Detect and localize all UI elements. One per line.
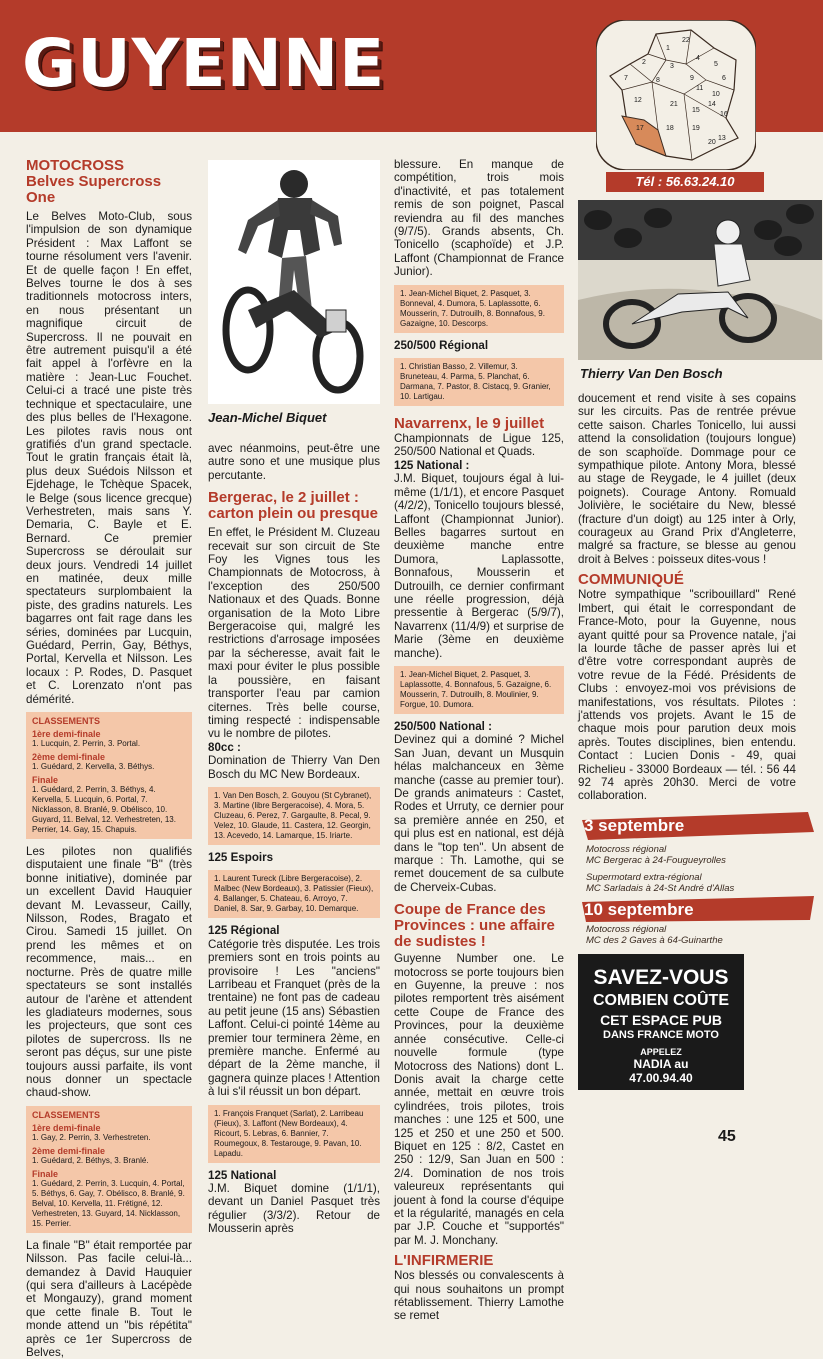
map-label: 20: [708, 139, 716, 146]
map-label: 3: [670, 63, 674, 70]
section-label: MOTOCROSS: [26, 157, 125, 174]
results-box: [26, 712, 192, 839]
article-paragraph: Domination de Thierry Van Den Bosch du MC New Bordeaux.: [208, 754, 380, 781]
map-label: 12: [634, 97, 642, 104]
results-text: 1. Guédard, 2. Kervella, 3. Béthys.: [32, 762, 155, 772]
map-label: 14: [708, 101, 716, 108]
photo-caption: Jean-Michel Biquet: [208, 410, 327, 425]
results-text: 1. Gay, 2. Perrin, 3. Verhestreten.: [32, 1132, 151, 1142]
column-3: [394, 158, 564, 1323]
photo-caption: Thierry Van Den Bosch: [580, 366, 723, 381]
ad-line: COMBIEN COÛTE: [593, 992, 729, 1009]
map-label: 4: [696, 55, 700, 62]
ad-line: APPELEZ: [640, 1047, 682, 1057]
results-box: 1. Christian Basso, 2. Villemur, 3. Bruneteau, 4. Parma, 5. Planchat, 6. Darmana, 7. Pastor, 8. Cistacq, 9. Granier, 10. Lartigau.: [394, 358, 564, 406]
advert-box: [578, 954, 744, 1090]
map-label: 2: [642, 59, 646, 66]
article-paragraph: Les pilotes non qualifiés disputaient une finale "B" (très bonne initiative), dominée par un excellent David Hauquier devant M. Levasseur, Cailly, Nilsson, Rodes, Bragato et Cirou. Samedi 15 juillet. On prend les mêmes et on recommence, mais... en nocturne. Près de quatre mille spectateurs se sont installés autour de l'arène et attendent les gladiateurs modernes, sous les projecteurs, que sont ces pilotes de supercross. Ils ne seront pas déçus, sur une piste toujours aussi parfaite, ils vont nous donner un spectacle chaud-show.: [26, 845, 192, 1100]
category-label: 125 National :: [394, 458, 470, 472]
article-heading: Bergerac, le 2 juillet : carton plein ou presque: [208, 489, 379, 523]
article-paragraph: Devinez qui a dominé ? Michel San Juan, devant un Musquin hélas malchanceux en 3ème manche (casse au premier tour). De grands animateurs : Castet, Rodes et Urruty, ce dernier pour sa première année en 250, et qui plus est en national, est déjà dans le "top ten". Un absent de marque : Th. Lamothe, qui se remet doucement de sa culbute de Cherveix-Cubas.: [394, 733, 564, 894]
box-heading: 2ème demi-finale: [32, 752, 106, 763]
results-box: 1. Van Den Bosch, 2. Gouyou (St Cybranet), 3. Martine (libre Bergeracoise), 4. Mora, 5. Cluzeau, 6. Perez, 7. Gargaulte, 8. Pecal, 9. Velez, 10. Glaude, 11. Castera, 12. Georgin, 13. Acevedo, 14. Lamarque, 15. Iriarte.: [208, 787, 380, 845]
article-paragraph: J.M. Biquet domine (1/1/1), devant un Daniel Pasquet très régulier (3/3/2). Retour de Mousserin après: [208, 1182, 380, 1236]
category-label: 125 Régional: [208, 924, 280, 938]
results-box: 1. Jean-Michel Biquet, 2. Pasquet, 3. Bonneval, 4. Dumora, 5. Laplassotte, 6. Mousserin, 7. Dutrouilh, 8. Bonnafous, 9. Gazaigne, 10. Descorps.: [394, 285, 564, 333]
article-paragraph: doucement et rend visite à ses copains sur les circuits. Pas de rentrée prévue cette saison. Charles Tonicello, lui aussi attend la consolidation (toujours longue) de son scaphoïde. Dommage pour ce sympathique pilote. Antony Mora, blessé au stage de Reygade, le 4 juillet (deux poignets). Courage Antony. Romuald Jolivière, le sociétaire du New, blessé (fracture d'un doigt) au 125 inter à Orly, courageux au Grand Prix d'Angleterre, malgré sa fracture, se blesse au genou droit à Belves : poisseux dites-vous !: [578, 392, 796, 566]
results-text: 1. Guédard, 2. Perrin, 3. Lucquin, 4. Portal, 5. Béthys, 6. Gay, 7. Obélisco, 8. Branlé, 9. Belval, 10. Kervella, 11. Frétigné, 12. Verhestreten, 13. Guyard, 14. Nicklasson, 15. Perrier.: [32, 1178, 185, 1228]
box-heading: 1ère demi-finale: [32, 1122, 101, 1133]
event-text: MC Bergerac à 24-Fougueyrolles: [586, 855, 726, 866]
article-paragraph: Championnats de Ligue 125, 250/500 National et Quads.: [394, 432, 564, 459]
page-number: 45: [718, 1128, 736, 1145]
results-text: 1. Lucquin, 2. Perrin, 3. Portal.: [32, 739, 141, 749]
article-paragraph: Catégorie très disputée. Les trois premiers sont en trois points au provisoire ! Les "anciens" Larribeau et Franquet (près de la trentaine) ne font pas de cadeau au petit jeune (15 ans) Sébastien Laffont. Celui-ci pointé 14ème au premier tour terminera 2ème, en première manche. Enfermé au départ de la 2ème manche, il gagnera quinze places ! Attention à lui s'il réussit un bon départ.: [208, 937, 380, 1099]
article-paragraph: blessure. En manque de compétition, trois mois d'inactivité, et pas totalement remis de son poignet, Pascal reviendra au fil des manches (9/7/5). Grands absents, Ch. Tonicello (scaphoïde) et J.P. Laffont (Championnat de France Junior).: [394, 158, 564, 279]
box-title: CLASSEMENTS: [32, 1109, 101, 1120]
event-calendar: [578, 810, 818, 950]
box-title: CLASSEMENTS: [32, 716, 101, 727]
column-1: [26, 158, 192, 1359]
event-text: Supermotard extra-régional: [586, 872, 702, 883]
ad-line: NADIA au: [633, 1057, 689, 1071]
map-label: 16: [720, 111, 728, 118]
category-label: 80cc :: [208, 740, 241, 754]
results-box: 1. François Franquet (Sarlat), 2. Larribeau (Fieux), 3. Laffont (New Bordeaux), 4. Ricourt, 5. Lebras, 6. Bannier, 7. Roumegoux, 8. Testarouge, 9. Pavan, 10. Lapadu.: [208, 1105, 380, 1163]
box-heading: 1ère demi-finale: [32, 729, 101, 740]
article-heading: COMMUNIQUÉ: [578, 571, 684, 589]
map-label: 19: [692, 125, 700, 132]
ad-line: SAVEZ-VOUS: [593, 966, 729, 989]
map-label: 5: [714, 61, 718, 68]
article-paragraph: En effet, le Président M. Cluzeau recevait sur son circuit de Ste Foy les Vignes tous les Championnats de Motocross, à l'exception des 250/500 Nationaux et des Quads. Bonne organisation de la Moto Libre Bergeracoise qui, malgré les restrictions d'arrosage imposées par la sécheresse, avait fait le maxi pour éviter le plus possible la poussière, en faisant transporter l'eau par camion citernes. Très belle course, timing respecté : indispensable vu le nombre de pilotes.: [208, 526, 380, 741]
results-text: 1. Guédard, 2. Béthys, 3. Branlé.: [32, 1155, 149, 1165]
box-heading: Finale: [32, 775, 59, 786]
article-heading: Navarrenx, le 9 juillet: [394, 415, 545, 433]
map-label: 15: [692, 107, 700, 114]
article-paragraph: avec néanmoins, peut-être une autre sono et une musique plus percutante.: [208, 442, 380, 482]
results-box: 1. Jean-Michel Biquet, 2. Pasquet, 3. Laplassotte, 4. Bonnafous, 5. Gazaigne, 6. Mousserin, 7. Dutrouilh, 8. Moulinier, 9. Forgue, 10. Dumora.: [394, 666, 564, 714]
event-date: 3 septembre: [584, 816, 685, 835]
box-heading: Finale: [32, 1168, 59, 1179]
map-label: 6: [722, 75, 726, 82]
column-4: [578, 392, 796, 803]
article-paragraph: Nos blessés ou convalescents à qui nous souhaitons un prompt rétablissement. Thierry Lamothe se remet: [394, 1269, 564, 1323]
results-box: 1. Laurent Tureck (Libre Bergeracoise), 2. Malbec (New Bordeaux), 3. Patissier (Fieux), 4. Ballanger, 5. Chateau, 6. Arroyo, 7. Daniel, 8. Sar, 9. Garbay, 10. Demarque.: [208, 870, 380, 918]
ad-phone: 47.00.94.40: [629, 1071, 693, 1085]
category-label: 250/500 Régional: [394, 338, 489, 352]
event-text: Motocross régional: [586, 924, 667, 935]
map-label: 8: [656, 77, 660, 84]
article-paragraph: Le Belves Moto-Club, sous l'impulsion de son dynamique Président : Max Laffont se tourne résolument vers l'avenir. Et de quelle façon ! En effet, Belves tourne le dos à ses traditionnels motocross inters, en nous présentant un magnifique circuit de Supercross. Il ne pouvait en être autrement puisqu'il a été fait appel à l'orfèvre en la matière : Jean-Luc Fouchet. Celui-ci a tracé une piste très technique et spectaculaire, une des plus belles de l'Hexagone. Les pilotes ravis nous ont gratifiés d'un grand spectacle. Tout le gratin français était là, plus deux Suédois Nilsson et Ejdehage, le Tchèque Spacek, le Belge (sous licence grecque) Verhestreten, mais sans Y. Demaria, C. Bayle et E. Bernard. Ce premier Supercross se déroulait sur deux jours. Vendredi 14 juillet en matinée, deux mille spectateurs surplombaient la piste, des gradins naturels. Les bagarres ont fait rage dans les séries, dominées par Lucquin, Guédard, Perrin, Gay, Béthys, Portal, Kervella et Nilsson. Les locaux : P. Rodes, D. Pasquet et C. Lorenzato n'ont pas démérité.: [26, 210, 192, 706]
map-label: 22: [682, 37, 690, 44]
map-label: 21: [670, 101, 678, 108]
article-paragraph: La finale "B" était remportée par Nilsson. Pas facile celui-là... demandez à David Hauquier (qui sera d'ailleurs à Lacépède et Mongauzy), grand moment que cette finale B. Tout le monde attend un "bis répétita" après ce 1er Supercross de Belves,: [26, 1238, 192, 1359]
column-2: [208, 442, 380, 1236]
category-label: 125 Espoirs: [208, 850, 274, 864]
event-text: Motocross régional: [586, 844, 667, 855]
box-heading: 2ème demi-finale: [32, 1145, 106, 1156]
category-label: 125 National: [208, 1168, 277, 1182]
article-paragraph: J.M. Biquet, toujours égal à lui-même (1/1/1), et encore Pasquet (4/2/2), Tonicello toujours blessé, Laffont (Championnat Junior). Belles bagarres surtout en deuxième manche entre Dumora, Laplassotte, Bonnafous, Mousserin et Dutrouilh, ce dernier confirmant une réelle progression, déjà pressentie à Bergerac (5/9/7), Navarrenx (11/4/9) et surprise de Marie (3ème en deuxième manche).: [394, 472, 564, 660]
map-label: 10: [712, 91, 720, 98]
event-date: 10 septembre: [584, 900, 694, 919]
map-label: 7: [624, 75, 628, 82]
event-text: MC des 2 Gaves à 64-Guinarthe: [586, 935, 723, 946]
article-paragraph: Guyenne Number one. Le motocross se porte toujours bien en Guyenne, la preuve : nos pilotes remportent très aisément cette Coupe de France des Provinces, pour la deuxième année consécutive. Celle-ci nouvelle formule (type Motocross des Nations) dont L. Donis avait la charge cette année, mettait en œuvre trois cylindrées, trois pilotes, trois manches : une 125 et 500, une 125 et 250 et une 250 et 500. Biquet en 125 : 8/2, Castet en 250 : 12/9, San Juan en 500 : 2/4. Domination de nos trois valeureux représentants qui jouent à fond la course d'équipe et la régularité, managés en cela par J.P. Couche et "supportés" par M. J. Monchany.: [394, 952, 564, 1247]
map-label: 18: [666, 125, 674, 132]
article-heading: Coupe de France des Provinces : une affaire de sudistes !: [394, 901, 555, 951]
page-title: GUYENNE: [22, 25, 386, 102]
category-label: 250/500 National :: [394, 719, 492, 733]
map-label: 11: [696, 85, 704, 92]
france-map: [596, 20, 756, 170]
map-label: 17: [636, 125, 644, 132]
photo-thierry-van-den-bosch: [578, 200, 822, 360]
results-box: [26, 1106, 192, 1233]
ad-line: DANS FRANCE MOTO: [603, 1029, 719, 1041]
event-text: MC Sarladais à 24-St André d'Allas: [586, 883, 735, 894]
map-label: 13: [718, 135, 726, 142]
phone-banner: Tél : 56.63.24.10: [606, 172, 764, 192]
article-heading: Belves Supercross One: [26, 173, 162, 206]
article-heading: L'INFIRMERIE: [394, 1252, 494, 1270]
ad-line: CET ESPACE PUB: [600, 1012, 722, 1028]
map-label: 1: [666, 45, 670, 52]
article-paragraph: Notre sympathique "scribouillard" René Imbert, qui était le correspondant de France-Moto, pour la Guyenne, nous ayant quitté pour sa Provence natale, j'ai la lourde tâche de passer après lui et d'être votre correspondant auprès de votre revue de la Fédé. Présidents de Clubs : envoyez-moi vos prévisions de manifestations, vos résultats. Pilotes : j'attends vos projets. Avant le 15 de chaque mois pour parution deux mois après. Toutes disciplines, bien entendu. Contact : Lucien Donis - 49, quai Richelieu - 33000 Bordeaux — tél. : 56 44 92 74 après 20h30. Merci de votre collaboration.: [578, 588, 796, 803]
results-text: 1. Guédard, 2. Perrin, 3. Béthys, 4. Kervella, 5. Lucquin, 6. Portal, 7. Nicklasson, 8. Branlé, 9. Obélisco, 10. Guyard, 11. Belval, 12. Verhestreten, 13. Perrier, 14. Gay, 15. Chapuis.: [32, 785, 176, 835]
photo-jean-michel-biquet: [208, 160, 380, 404]
map-label: 9: [690, 75, 694, 82]
